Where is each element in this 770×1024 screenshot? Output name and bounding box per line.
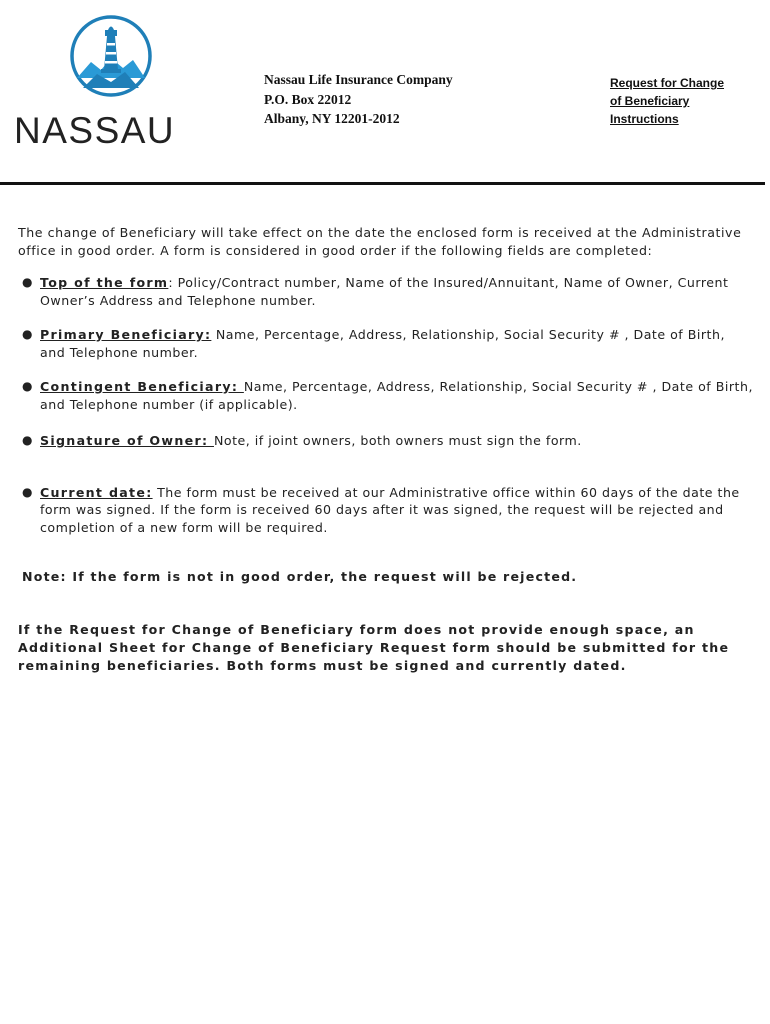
requirement-label: Primary Beneficiary: [40,327,212,342]
requirement-text: Policy/Contract number, Name of the Insured/Annuitant, Name of Owner, Current Owner’s Address and Telephone number. [40,275,729,308]
document-title-line1: Request for Change [610,76,725,90]
document-title-line2: of Beneficiary [610,94,690,108]
list-item-contingent-beneficiary [18,378,753,413]
document-title-line3: Instructions [610,112,679,126]
list-item-top-of-form [18,274,753,309]
requirement-label: Current date: [40,484,153,500]
list-item-primary-beneficiary [18,326,753,361]
requirement-separator: : [168,275,178,290]
company-address-line1: P.O. Box 22012 [264,91,352,107]
requirement-label: Signature of Owner: [40,433,214,448]
document-title [610,74,760,128]
list-item-current-date [18,484,753,537]
requirement-label: Top of the form [40,275,169,290]
requirements-list [18,274,753,536]
requirement-text: Name, Percentage, Address, Relationship, Social Security # , Date of Birth, and Telephone number (if applicable). [40,379,753,412]
header-divider [0,182,765,185]
bullet-icon: ● [22,484,33,499]
requirement-text: The form must be received at our Administrative office within 60 days of the date the form was signed. If the form is received 60 days after it was signed, the request will be rejected and completion of a new form will be required. [40,484,740,535]
lighthouse-icon [65,12,157,104]
additional-sheet-instructions: If the Request for Change of Beneficiary form does not provide enough space, an Additional Sheet for Change of Beneficiary Request form should be submitted for the remaining beneficiaries. Both forms must be signed and currently dated. [18,622,730,673]
bullet-icon: ● [22,327,33,341]
nassau-logo [10,12,210,151]
company-address-block [264,70,453,129]
company-name: Nassau Life Insurance Company [264,72,453,87]
bullet-icon: ● [22,275,33,289]
requirement-text: Name, Percentage, Address, Relationship, Social Security # , Date of Birth, and Telephone number. [40,327,725,360]
logo-wordmark: NASSAU [14,110,176,151]
good-order-note: Note: If the form is not in good order, the request will be rejected. [22,569,578,584]
requirement-label: Contingent Beneficiary: [40,379,244,394]
requirement-text: Note, if joint owners, both owners must sign the form. [213,433,582,448]
intro-paragraph: The change of Beneficiary will take effect on the date the enclosed form is received at the Administrative office in good order. A form is considered in good order if the following fields are completed: [18,225,742,258]
bullet-icon: ● [22,379,33,393]
list-item-signature-of-owner [18,432,753,450]
company-address-line2: Albany, NY 12201-2012 [264,111,400,126]
bullet-icon: ● [22,433,33,447]
